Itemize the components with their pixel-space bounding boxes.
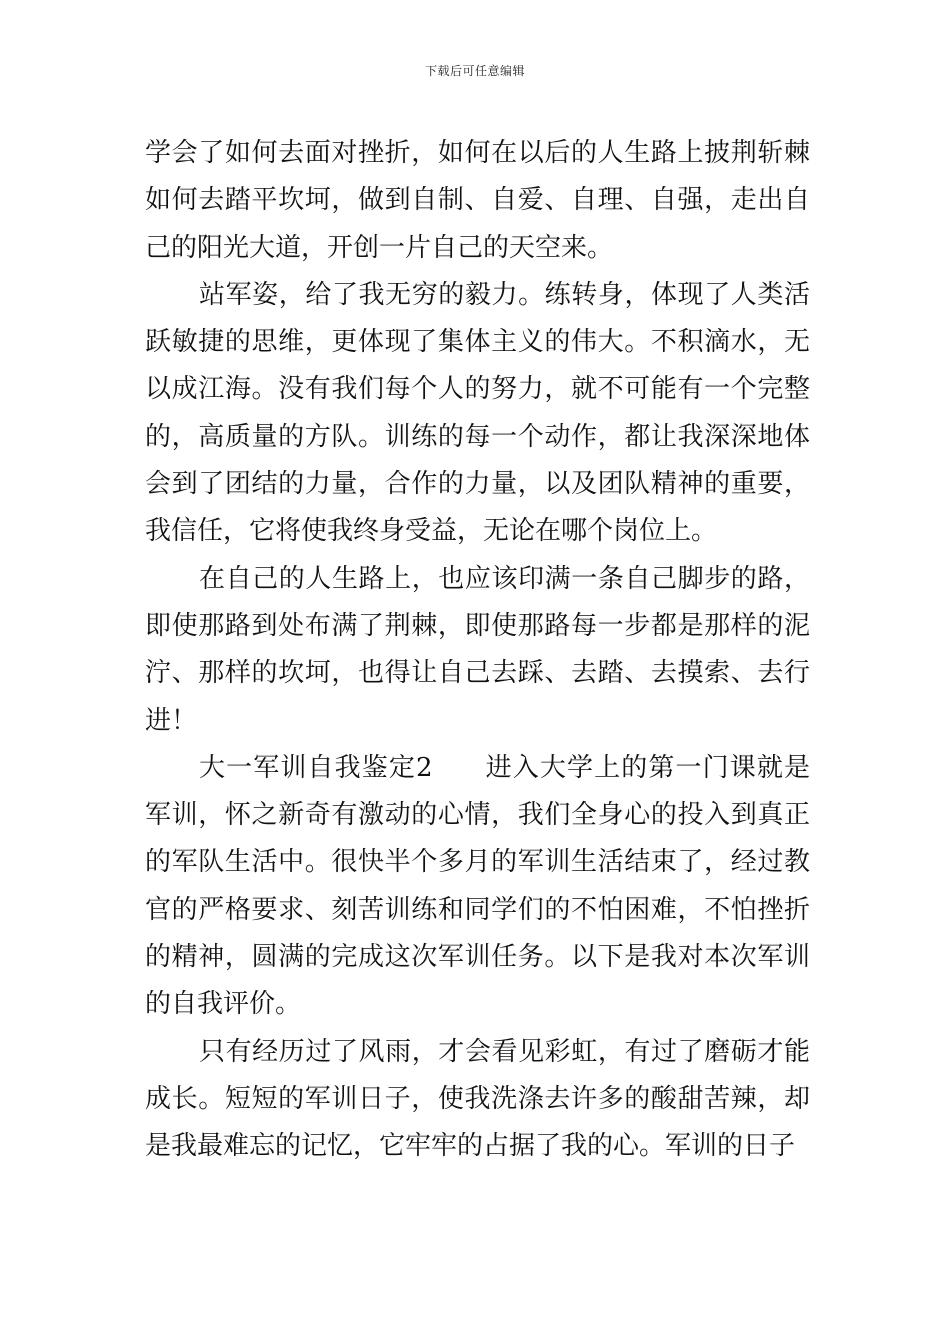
paragraph-2: 站军姿，给了我无穷的毅力。练转身，体现了人类活跃敏捷的思维，更体现了集体主义的伟大。不积滴水，无以成江海。没有我们每个人的努力，就不可能有一个完整的，高质量的方队。训练的每一个动作，都让我深深地体会到了团结的力量，合作的力量，以及团队精神的重要，我信任，它将使我终身受益，无论在哪个岗位上。 bbox=[145, 279, 810, 547]
document-body bbox=[145, 130, 810, 1171]
paragraph-3: 在自己的人生路上，也应该印满一条自己脚步的路，即使那路到处布满了荆棘，即使那路每一步都是那样的泥泞、那样的坎坷，也得让自己去踩、去踏、去摸索、去行进！ bbox=[145, 563, 810, 736]
paragraph-4 bbox=[145, 745, 810, 1029]
paragraph-5: 只有经历过了风雨，才会看见彩虹，有过了磨砺才能成长。短短的军训日子，使我洗涤去许多的酸甜苦辣，却是我最难忘的记忆，它牢牢的占据了我的心。军训的日子 bbox=[145, 1036, 810, 1162]
paragraph-1: 学会了如何去面对挫折，如何在以后的人生路上披荆斩棘如何去踏平坎坷，做到自制、自爱、自理、自强，走出自己的阳光大道，开创一片自己的天空来。 bbox=[145, 138, 810, 263]
paragraph-4-text: 进入大学上的第一门课就是军训，怀之新奇有激动的心情，我们全身心的投入到真正的军队生活中。很快半个多月的军训生活结束了，经过教官的严格要求、刻苦训练和同学们的不怕困难，不怕挫折的精神，圆满的完成这次军训任务。以下是我对本次军训的自我评价。 bbox=[145, 752, 810, 1020]
section-heading: 大一军训自我鉴定2 bbox=[199, 752, 433, 783]
page-header: 下载后可任意编辑 bbox=[424, 64, 525, 78]
